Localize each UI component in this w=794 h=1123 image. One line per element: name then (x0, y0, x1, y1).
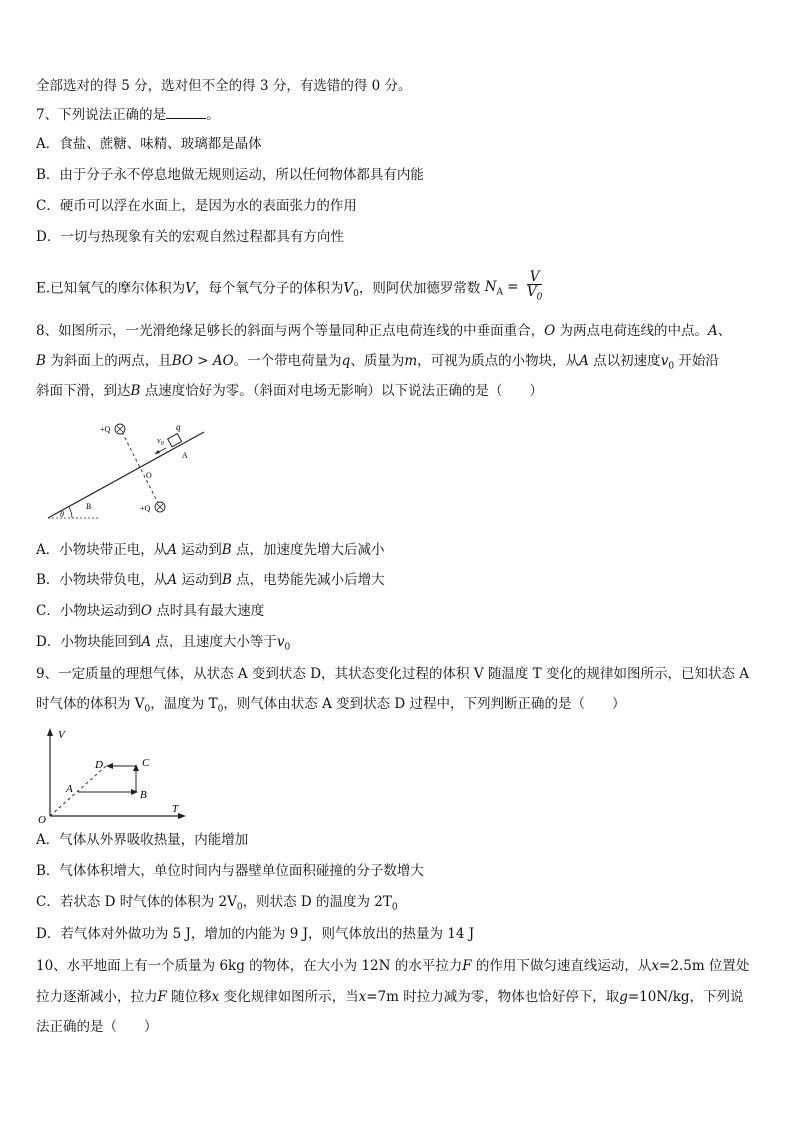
q7-option-a (36, 134, 764, 154)
q8-stem-line-1 (36, 321, 764, 341)
q8-option-a (36, 540, 764, 560)
q8-text: 斜面下滑，到达 (36, 383, 131, 399)
q8-opt-text: 运动到 (177, 542, 222, 558)
q10-text: 法正确的是（ ） (36, 1019, 158, 1035)
axis-label-t: T (172, 803, 179, 815)
q8-opt-text: D．小物块能回到 (36, 634, 142, 650)
q7-option-c (36, 196, 764, 216)
q7-option-d-text: D．一切与热现象有关的宏观自然过程都具有方向性 (36, 229, 344, 245)
q9-opt-sub: 0 (391, 902, 398, 913)
formula-fraction (527, 270, 542, 305)
formula-denominator-var: V (526, 284, 537, 300)
q10-var: x (211, 989, 220, 1005)
q7-option-b (36, 165, 764, 185)
incline-surface (48, 432, 204, 518)
q8-option-b (36, 570, 764, 590)
q8-opt-var: v (276, 634, 285, 650)
q9-stem-line-2 (36, 694, 764, 720)
q10-text: =2.5m 位置处 (659, 958, 750, 974)
q8-opt-text: 点，且速度大小等于 (151, 634, 277, 650)
velocity-label (157, 436, 164, 447)
q8-var-m: m (404, 353, 418, 369)
q8-opt-text: 点，加速度先增大后减小 (231, 542, 385, 558)
q7-option-e (36, 270, 764, 309)
formula-lhs-sub: A (496, 287, 503, 298)
q10-text: 10、水平地面上有一个质量为 6kg 的物体，在大小为 12N 的水平拉力 (36, 958, 463, 974)
q8-var-a: A (707, 323, 718, 339)
q9-option-b (36, 861, 764, 881)
formula-numerator: V (527, 270, 542, 285)
q10-var: x (358, 989, 367, 1005)
q7-option-d (36, 227, 764, 247)
q8-stem-line-2 (36, 351, 764, 377)
incline-diagram (44, 418, 214, 524)
q8-stem-line-3 (36, 381, 764, 401)
q8-text: 为斜面上的两点，且 (45, 353, 172, 369)
q10-text: =10N/kg，下列说 (627, 989, 744, 1005)
velocity-label-var: v (157, 436, 161, 445)
q7-option-e-var-v: V (185, 280, 195, 297)
q10-stem-line-1 (36, 956, 764, 976)
formula-lhs: N (484, 278, 497, 295)
q8-inequality: BO > AO (171, 353, 234, 369)
formula-denominator-sub: 0 (536, 292, 543, 303)
q8-opt-var: A (141, 634, 152, 650)
q7-stem-end: 。 (206, 107, 220, 123)
q7-option-e-text-2: ，每个氧气分子的体积为 (194, 280, 344, 297)
q8-opt-var: B (221, 542, 232, 558)
q8-option-c (36, 601, 764, 621)
answer-blank (166, 104, 206, 119)
q10-var: F (157, 989, 167, 1005)
origin-label: O (38, 814, 46, 824)
q9-opt-text: ，则状态 D 的温度为 2T (242, 894, 392, 910)
q10-stem-line-2 (36, 987, 764, 1007)
q10-text: =7m 时拉力减为零，物体也恰好停下，取 (366, 989, 620, 1005)
q10-text: 拉力逐渐减小，拉力 (36, 989, 158, 1005)
bottom-charge-label: +Q (140, 504, 151, 513)
q9-opt-text: B．气体体积增大，单位时间内与器壁单位面积碰撞的分子数增大 (36, 863, 424, 879)
q8-text: 。一个带电荷量为 (233, 353, 342, 369)
q9-option-d (36, 924, 764, 944)
velocity-label-sub: 0 (160, 441, 164, 447)
dashed-origin-line (50, 766, 106, 816)
q8-text: 点以初速度 (588, 353, 661, 369)
q9-text: 时气体的体积为 V (36, 696, 145, 712)
q7-option-e-var-v0-sub: 0 (353, 288, 359, 299)
q8-var-b: B (36, 353, 46, 369)
point-a-label: A (182, 451, 188, 460)
q8-text: ，可视为质点的小物块，从 (417, 353, 580, 369)
q9-opt-text: D．若气体对外做功为 5 J，增加的内能为 9 J，则气体放出的热量为 14 J (36, 926, 475, 942)
q8-text: 、质量为 (350, 353, 405, 369)
q8-opt-var: A (167, 572, 178, 588)
formula-equals: = (503, 278, 523, 295)
q8-var-q: q (341, 353, 351, 369)
formula-denominator (527, 285, 542, 305)
avogadro-formula (485, 270, 543, 308)
q10-text: 随位移 (166, 989, 212, 1005)
q7-stem (36, 104, 764, 125)
q8-text: 开始沿 (674, 353, 719, 369)
q9-option-c (36, 892, 764, 918)
q8-text: 点速度恰好为零。（斜面对电场无影响）以下说法正确的是（ ） (140, 383, 543, 399)
instruction-text: 全部选对的得 5 分，选对但不全的得 3 分，有选错的得 0 分。 (36, 78, 412, 94)
q7-option-c-text: C．硬币可以浮在水面上，是因为水的表面张力的作用 (36, 198, 357, 214)
q10-var: g (619, 989, 628, 1005)
q7-option-a-text: A．食盐、蔗糖、味精、玻璃都是晶体 (36, 136, 262, 152)
q8-opt-var: A (167, 542, 177, 558)
q7-option-e-text-1: E.已知氧气的摩尔体积为 (36, 280, 186, 297)
q8-text: 8、如图所示，一光滑绝缘足够长的斜面与两个等量同种正点电荷连线的中垂面重合， (36, 323, 545, 339)
q8-var-v-sub: 0 (668, 361, 675, 372)
q8-opt-text: B．小物块带负电，从 (36, 572, 168, 588)
point-o-label: O (146, 471, 152, 480)
q7-stem-text: 7、下列说法正确的是 (36, 107, 167, 123)
q8-var-v: v (660, 353, 669, 369)
q8-opt-text: 点，电势能先减小后增大 (231, 572, 385, 588)
q8-var-a: A (579, 353, 589, 369)
q10-text: 的作用下做匀速直线运动，从 (471, 958, 652, 974)
axis-label-v: V (58, 729, 65, 741)
q9-text: ，则气体由状态 A 变到状态 D 过程中，下列判断正确的是（ ） (223, 696, 626, 712)
instruction-line (36, 76, 764, 96)
q9-stem-line-1 (36, 664, 764, 684)
q9-opt-text: A．气体从外界吸收热量，内能增加 (36, 832, 249, 848)
q10-text: 变化规律如图所示，当 (219, 989, 359, 1005)
state-d-label: D (95, 759, 103, 771)
q10-stem-line-3 (36, 1017, 764, 1037)
q10-var: F (462, 958, 472, 974)
q9-text: 9、一定质量的理想气体，从状态 A 变到状态 D，其状态变化过程的体积 V 随温度 T 变化的规律如图所示，已知状态 A (36, 666, 749, 682)
q9-opt-text: C．若状态 D 时气体的体积为 2V (36, 894, 237, 910)
q8-opt-text: A．小物块带正电，从 (36, 542, 168, 558)
q8-text: 、 (717, 323, 732, 339)
q8-opt-var: B (221, 572, 232, 588)
state-b-label: B (140, 789, 147, 801)
q9-option-a (36, 830, 764, 850)
q8-opt-text: 点时具有最大速度 (151, 603, 265, 619)
q9-opt-sub: 0 (236, 902, 243, 913)
q8-opt-text: C．小物块运动到 (36, 603, 141, 619)
angle-arc (69, 507, 72, 518)
q8-text: 为两点电荷连线的中点。 (555, 323, 708, 339)
state-a-label: A (66, 783, 73, 795)
point-b-label: B (86, 502, 92, 511)
top-charge-label: +Q (100, 425, 111, 434)
q7-option-b-text: B．由于分子永不停息地做无规则运动，所以任何物体都具有内能 (36, 167, 424, 183)
theta-label: θ (60, 510, 64, 519)
q9-sub: 0 (217, 704, 224, 715)
q9-text: ，温度为 T (150, 696, 218, 712)
q8-var-b: B (130, 383, 141, 399)
q8-opt-var: O (140, 603, 152, 619)
q9-sub: 0 (144, 704, 151, 715)
vt-graph (38, 724, 188, 824)
q8-opt-text: 运动到 (177, 572, 222, 588)
q10-var: x (651, 958, 660, 974)
q8-option-d (36, 632, 764, 658)
q7-option-e-var-v0: V (343, 280, 354, 297)
charge-q-label: q (176, 422, 181, 432)
q8-opt-sub: 0 (284, 642, 291, 653)
charge-connecting-line (122, 432, 159, 505)
q7-option-e-text-3: ，则阿伏加德罗常数 (358, 280, 481, 297)
state-c-label: C (142, 757, 150, 769)
q8-var-o: O (544, 323, 556, 339)
